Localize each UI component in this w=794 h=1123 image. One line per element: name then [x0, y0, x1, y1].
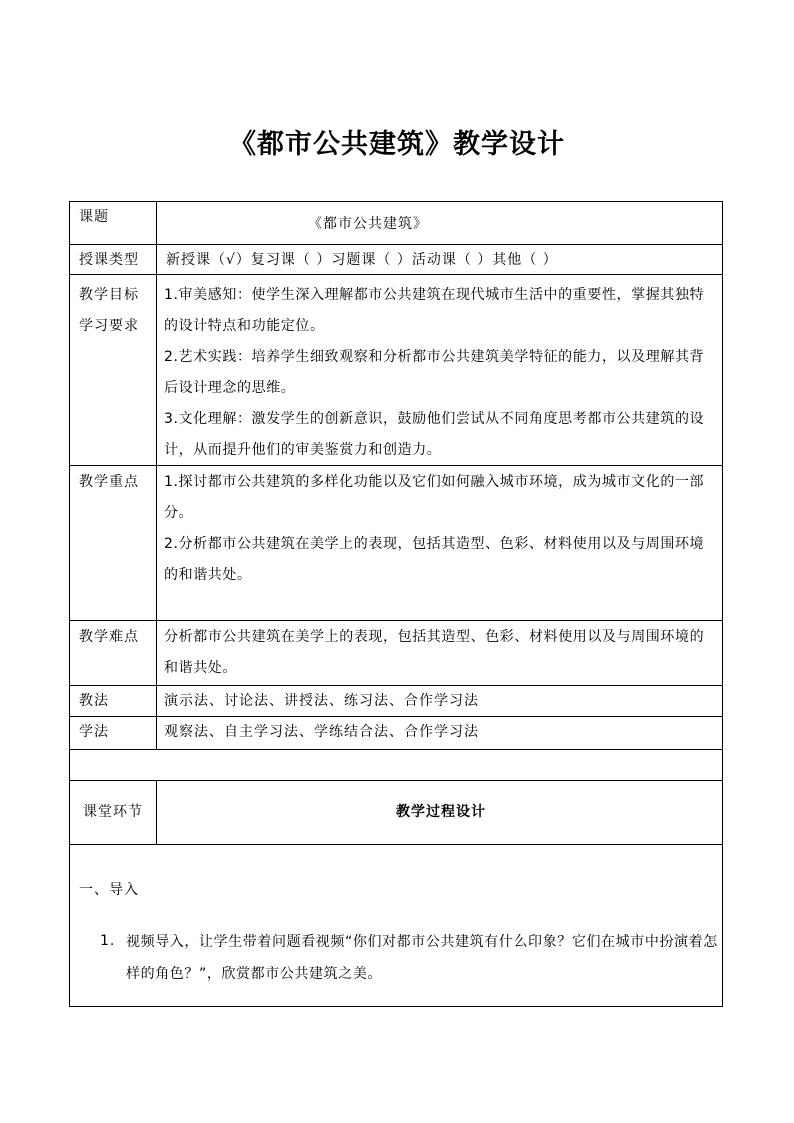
process-header-label: 课堂环节: [83, 804, 143, 820]
column-divider: [156, 780, 157, 844]
topic-label: 课题: [79, 209, 109, 225]
teaching-methods-label: 教法: [79, 693, 109, 709]
row-divider: [70, 620, 722, 621]
key-points-content: [164, 467, 716, 591]
process-item-text: 视频导入，让学生带着问题看视频“你们对都市公共建筑有什么印象？它们在城市中扮演着怎样的角色？”，欣赏都市公共建筑之美。: [126, 934, 718, 982]
key-point-item: 1.探讨都市公共建筑的多样化功能以及它们如何融入城市环境，成为城市文化的一部分。: [164, 474, 705, 521]
goals-label-line2: 学习要求: [79, 318, 139, 334]
difficulties-value: 分析都市公共建筑在美学上的表现，包括其造型、色彩、材料使用以及与周围环境的和谐共处。: [164, 629, 705, 676]
goal-item: 1.审美感知：使学生深入理解都市公共建筑在现代城市生活中的重要性，掌握其独特的设计特点和功能定位。: [164, 287, 705, 334]
goal-item: 3.文化理解：激发学生的创新意识，鼓励他们尝试从不同角度思考都市公共建筑的设计，从而提升他们的审美鉴赏力和创造力。: [164, 411, 705, 458]
teaching-methods-value: 演示法、讨论法、讲授法、练习法、合作学习法: [164, 693, 479, 709]
key-point-item: 2.分析都市公共建筑在美学上的表现，包括其造型、色彩、材料使用以及与周围环境的和谐共处。: [164, 536, 705, 583]
row-divider: [70, 749, 722, 750]
lesson-type-value: 新授课（√）复习课（ ）习题课（ ）活动课（ ）其他（ ）: [166, 252, 558, 268]
goal-item: 2.艺术实践：培养学生细致观察和分析都市公共建筑美学特征的能力，以及理解其背后设计理念的思维。: [164, 349, 705, 396]
process-section-title: 一、导入: [79, 882, 139, 898]
column-divider: [156, 202, 157, 749]
process-item-number: 1.: [100, 933, 116, 949]
document-title: 《都市公共建筑》教学设计: [229, 129, 565, 160]
learning-methods-label: 学法: [79, 724, 109, 740]
lesson-plan-table: [69, 201, 723, 1007]
topic-value: 《都市公共建筑》: [308, 216, 428, 232]
difficulties-label: 教学难点: [79, 629, 139, 645]
learning-methods-value: 观察法、自主学习法、学练结合法、合作学习法: [164, 724, 479, 740]
goals-content: [164, 280, 716, 466]
row-divider: [70, 780, 722, 781]
lesson-type-label: 授课类型: [79, 252, 139, 268]
key-points-label: 教学重点: [79, 474, 139, 490]
process-header-value: 教学过程设计: [396, 804, 486, 820]
row-divider: [70, 844, 722, 845]
goals-label-line1: 教学目标: [79, 287, 139, 303]
